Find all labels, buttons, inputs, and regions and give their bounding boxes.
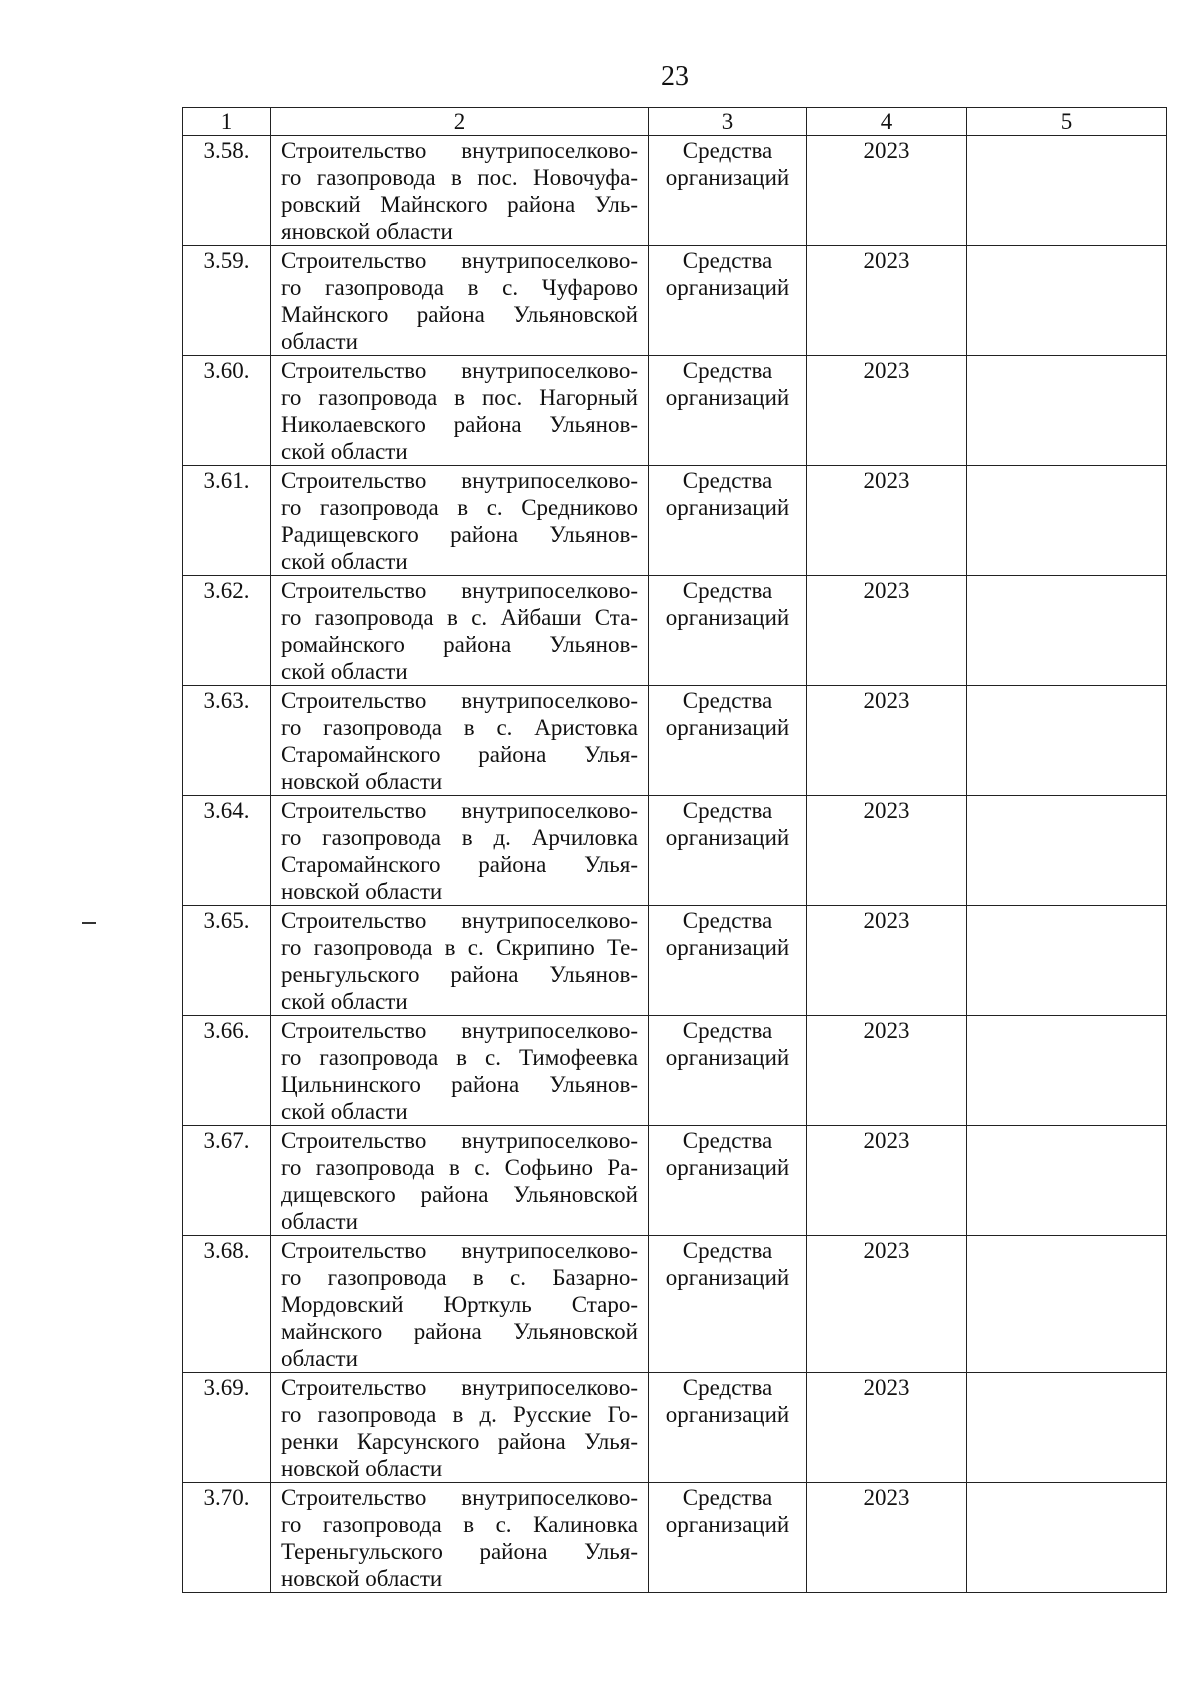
note-cell — [967, 1236, 1167, 1373]
description-line: го газопровода в с. Скрипино Те- — [281, 935, 638, 960]
item-number: 3.69. — [183, 1373, 271, 1483]
item-number: 3.58. — [183, 136, 271, 246]
description-line: го газопровода в д. Русские Го- — [281, 1402, 638, 1427]
funding-source-line: Средства — [682, 798, 773, 823]
completion-year: 2023 — [807, 1373, 967, 1483]
description-line: Строительство внутрипоселково- — [281, 1238, 638, 1263]
description-line: го газопровода в с. Средниково — [281, 495, 638, 520]
item-description — [271, 1483, 649, 1593]
margin-mark — [82, 922, 96, 924]
funding-source-line: организаций — [665, 605, 790, 630]
description-line: Строительство внутрипоселково- — [281, 468, 638, 493]
description-line: го газопровода в с. Аристовка — [281, 715, 638, 740]
description-line: го газопровода в с. Калиновка — [281, 1512, 638, 1537]
item-number: 3.59. — [183, 246, 271, 356]
table-body — [183, 136, 1167, 1593]
funding-source-line: организаций — [665, 715, 790, 740]
item-number: 3.60. — [183, 356, 271, 466]
item-description — [271, 466, 649, 576]
funding-source — [649, 576, 807, 686]
description-line: го газопровода в с. Тимофеевка — [281, 1045, 638, 1070]
item-number: 3.62. — [183, 576, 271, 686]
item-description — [271, 686, 649, 796]
note-cell — [967, 246, 1167, 356]
table-row — [183, 246, 1167, 356]
table-row — [183, 1483, 1167, 1593]
funding-source-line: организаций — [665, 495, 790, 520]
description-line: го газопровода в с. Софьино Ра- — [281, 1155, 638, 1180]
description-line: области — [281, 329, 358, 354]
description-line: ренки Карсунского района Улья- — [281, 1429, 638, 1454]
description-line: Строительство внутрипоселково- — [281, 798, 638, 823]
description-line: Строительство внутрипоселково- — [281, 1375, 638, 1400]
funding-source-line: организаций — [665, 1402, 790, 1427]
description-line: новской области — [281, 879, 443, 904]
note-cell — [967, 906, 1167, 1016]
description-line: Строительство внутрипоселково- — [281, 358, 638, 383]
description-line: ромайнского района Ульянов- — [281, 632, 638, 657]
table-row — [183, 1236, 1167, 1373]
funding-source — [649, 1483, 807, 1593]
description-line: области — [281, 1209, 358, 1234]
funding-source-line: Средства — [682, 578, 773, 603]
note-cell — [967, 1483, 1167, 1593]
description-line: Строительство внутрипоселково- — [281, 1018, 638, 1043]
description-line: ской области — [281, 659, 408, 684]
note-cell — [967, 1126, 1167, 1236]
funding-source-line: Средства — [682, 1018, 773, 1043]
description-line: новской области — [281, 1456, 443, 1481]
item-description — [271, 576, 649, 686]
funding-source-line: организаций — [665, 825, 790, 850]
column-header-3: 3 — [649, 108, 807, 136]
table-header-row — [183, 108, 1167, 136]
item-number: 3.70. — [183, 1483, 271, 1593]
funding-source-line: организаций — [665, 275, 790, 300]
funding-source-line: Средства — [682, 138, 773, 163]
completion-year: 2023 — [807, 576, 967, 686]
item-description — [271, 1016, 649, 1126]
item-number: 3.64. — [183, 796, 271, 906]
note-cell — [967, 796, 1167, 906]
completion-year: 2023 — [807, 1483, 967, 1593]
table-row — [183, 136, 1167, 246]
funding-source-line: Средства — [682, 688, 773, 713]
item-description — [271, 136, 649, 246]
funding-source — [649, 796, 807, 906]
note-cell — [967, 466, 1167, 576]
description-line: Строительство внутрипоселково- — [281, 578, 638, 603]
description-line: дищевского района Ульяновской — [281, 1182, 638, 1207]
completion-year: 2023 — [807, 356, 967, 466]
description-line: ской области — [281, 549, 408, 574]
description-line: го газопровода в с. Чуфарово — [281, 275, 638, 300]
column-header-2: 2 — [271, 108, 649, 136]
table-row — [183, 686, 1167, 796]
note-cell — [967, 576, 1167, 686]
description-line: ской области — [281, 989, 408, 1014]
item-description — [271, 796, 649, 906]
funding-source — [649, 466, 807, 576]
description-line: новской области — [281, 769, 443, 794]
funding-source — [649, 136, 807, 246]
funding-source — [649, 906, 807, 1016]
funding-source-line: Средства — [682, 1375, 773, 1400]
item-number: 3.68. — [183, 1236, 271, 1373]
funding-source — [649, 1126, 807, 1236]
completion-year: 2023 — [807, 246, 967, 356]
table-row — [183, 1016, 1167, 1126]
description-line: ской области — [281, 439, 408, 464]
description-line: Строительство внутрипоселково- — [281, 908, 638, 933]
table-row — [183, 576, 1167, 686]
description-line: го газопровода в пос. Новочуфа- — [281, 165, 638, 190]
completion-year: 2023 — [807, 136, 967, 246]
funding-source-line: организаций — [665, 1265, 790, 1290]
item-number: 3.66. — [183, 1016, 271, 1126]
work-plan-table — [182, 107, 1167, 1593]
item-description — [271, 1373, 649, 1483]
funding-source-line: организаций — [665, 165, 790, 190]
description-line: го газопровода в с. Айбаши Ста- — [281, 605, 638, 630]
table-row — [183, 356, 1167, 466]
description-line: яновской области — [281, 219, 453, 244]
note-cell — [967, 1016, 1167, 1126]
table-row — [183, 1126, 1167, 1236]
description-line: Строительство внутрипоселково- — [281, 248, 638, 273]
funding-source — [649, 356, 807, 466]
funding-source-line: Средства — [682, 1128, 773, 1153]
description-line: области — [281, 1346, 358, 1371]
completion-year: 2023 — [807, 906, 967, 1016]
description-line: майнского района Ульяновской — [281, 1319, 638, 1344]
description-line: Майнского района Ульяновской — [281, 302, 638, 327]
item-number: 3.65. — [183, 906, 271, 1016]
item-description — [271, 246, 649, 356]
funding-source — [649, 1373, 807, 1483]
funding-source-line: Средства — [682, 1485, 773, 1510]
description-line: новской области — [281, 1566, 443, 1591]
item-number: 3.61. — [183, 466, 271, 576]
description-line: Радищевского района Ульянов- — [281, 522, 638, 547]
description-line: Строительство внутрипоселково- — [281, 1128, 638, 1153]
item-description — [271, 356, 649, 466]
description-line: го газопровода в с. Базарно- — [281, 1265, 638, 1290]
funding-source-line: Средства — [682, 1238, 773, 1263]
item-number: 3.67. — [183, 1126, 271, 1236]
funding-source-line: организаций — [665, 385, 790, 410]
funding-source-line: организаций — [665, 1512, 790, 1537]
completion-year: 2023 — [807, 796, 967, 906]
table-row — [183, 1373, 1167, 1483]
column-header-5: 5 — [967, 108, 1167, 136]
description-line: го газопровода в д. Арчиловка — [281, 825, 638, 850]
funding-source-line: Средства — [682, 908, 773, 933]
table-row — [183, 796, 1167, 906]
description-line: Старомайнского района Улья- — [281, 852, 638, 877]
completion-year: 2023 — [807, 466, 967, 576]
description-line: Старомайнского района Улья- — [281, 742, 638, 767]
description-line: Строительство внутрипоселково- — [281, 688, 638, 713]
note-cell — [967, 686, 1167, 796]
note-cell — [967, 1373, 1167, 1483]
funding-source — [649, 1016, 807, 1126]
note-cell — [967, 356, 1167, 466]
item-description — [271, 1236, 649, 1373]
description-line: Цильнинского района Ульянов- — [281, 1072, 638, 1097]
item-description — [271, 1126, 649, 1236]
column-header-4: 4 — [807, 108, 967, 136]
description-line: ровский Майнского района Уль- — [281, 192, 638, 217]
funding-source — [649, 686, 807, 796]
funding-source-line: организаций — [665, 1045, 790, 1070]
description-line: Мордовский Юрткуль Старо- — [281, 1292, 638, 1317]
item-number: 3.63. — [183, 686, 271, 796]
item-description — [271, 906, 649, 1016]
funding-source — [649, 246, 807, 356]
description-line: Тереньгульского района Улья- — [281, 1539, 638, 1564]
page-number: 23 — [661, 61, 689, 92]
funding-source-line: Средства — [682, 468, 773, 493]
table-row — [183, 906, 1167, 1016]
funding-source-line: организаций — [665, 935, 790, 960]
completion-year: 2023 — [807, 1236, 967, 1373]
description-line: ской области — [281, 1099, 408, 1124]
completion-year: 2023 — [807, 1016, 967, 1126]
column-header-1: 1 — [183, 108, 271, 136]
description-line: Строительство внутрипоселково- — [281, 1485, 638, 1510]
table-row — [183, 466, 1167, 576]
description-line: го газопровода в пос. Нагорный — [281, 385, 638, 410]
completion-year: 2023 — [807, 1126, 967, 1236]
description-line: реньгульского района Ульянов- — [281, 962, 638, 987]
note-cell — [967, 136, 1167, 246]
description-line: Строительство внутрипоселково- — [281, 138, 638, 163]
funding-source-line: организаций — [665, 1155, 790, 1180]
funding-source — [649, 1236, 807, 1373]
completion-year: 2023 — [807, 686, 967, 796]
funding-source-line: Средства — [682, 248, 773, 273]
description-line: Николаевского района Ульянов- — [281, 412, 638, 437]
funding-source-line: Средства — [682, 358, 773, 383]
